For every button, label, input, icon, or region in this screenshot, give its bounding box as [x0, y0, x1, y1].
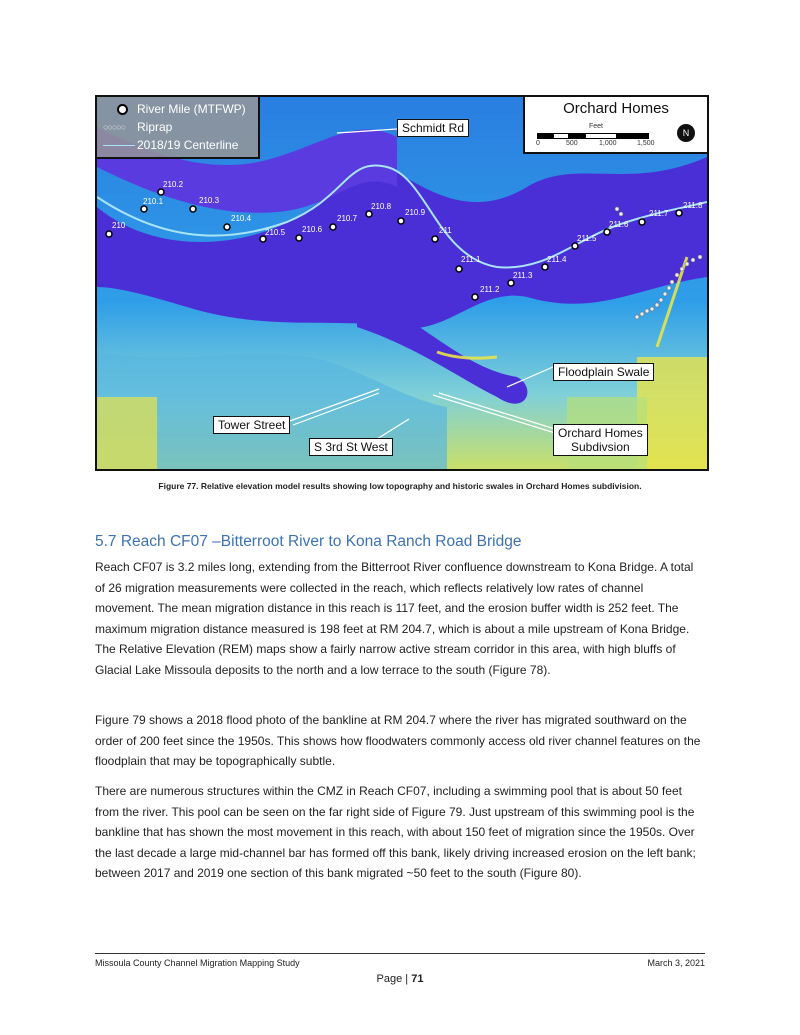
- river-mile-label: 211: [439, 226, 452, 235]
- north-arrow-icon: N: [677, 124, 695, 142]
- rem-map: [95, 95, 709, 471]
- legend-riprap: Riprap: [137, 120, 173, 134]
- paragraph-1: Reach CF07 is 3.2 miles long, extending from the Bitterroot River confluence downstream to Kona Bridge. A total of 26 migration measurements were collected in the reach, which reflects relatively low rates of channel movement. The mean migration distance in this reach is 117 feet, and the erosion buffer width is 252 feet. The maximum migration distance measured is 198 feet at RM 204.7, which is about a mile upstream of Kona Bridge. The Relative Elevation (REM) maps show a fairly narrow active stream corridor in this area, with high bluffs of Glacial Lake Missoula deposits to the north and a low terrace to the south (Figure 78).: [95, 560, 694, 677]
- high-terrace-west: [97, 397, 157, 469]
- river-mile-label: 211.7: [649, 209, 669, 218]
- river-mile-label: 210.8: [371, 202, 392, 211]
- scale-tick: 500: [566, 140, 578, 147]
- river-mile-label: 210.4: [231, 214, 252, 223]
- legend-river-mile: River Mile (MTFWP): [137, 102, 246, 116]
- footer-title: Missoula County Channel Migration Mapping Study: [95, 958, 300, 968]
- river-mile-label: 210.3: [199, 196, 220, 205]
- label-tower-street: Tower Street: [213, 416, 290, 434]
- river-mile-label: 210: [112, 221, 126, 230]
- label-schmidt-rd: Schmidt Rd: [397, 119, 469, 137]
- footer-date: March 3, 2021: [647, 958, 705, 968]
- river-mile-label: 210.1: [143, 197, 164, 206]
- label-floodplain-swale: Floodplain Swale: [553, 363, 654, 381]
- river-mile-label: 211.6: [609, 220, 629, 229]
- riprap-symbol: ○○○○○: [103, 122, 126, 132]
- river-mile-label: 211.8: [683, 201, 703, 210]
- river-mile-label: 211.2: [480, 285, 500, 294]
- scale-tick: 1,500: [637, 140, 655, 147]
- map-title: Orchard Homes: [563, 100, 669, 117]
- section-heading: 5.7 Reach CF07 –Bitterroot River to Kona Ranch Road Bridge: [95, 533, 522, 550]
- footer-divider: [95, 953, 705, 954]
- scale-tick: 1,000: [599, 140, 617, 147]
- river-mile-label: 210.5: [265, 228, 286, 237]
- paragraph-3: There are numerous structures within the CMZ in Reach CF07, including a swimming pool that is about 50 feet from the river. This pool can be seen on the far right side of Figure 79. Just upstream of this swimming pool is the bankline that has shown the most movement in this reach, with about 150 feet of migration since the 1950s. Over the last decade a large mid-channel bar has formed off this bank, likely driving increased erosion on the left bank; between 2017 and 2019 one section of this bank migrated ~50 feet to the south (Figure 80).: [95, 784, 696, 881]
- river-mile-label: 210.7: [337, 214, 358, 223]
- river-mile-label: 211.5: [577, 234, 597, 243]
- river-mile-label: 211.3: [513, 271, 533, 280]
- map-title-box: [523, 97, 707, 154]
- legend-centerline: 2018/19 Centerline: [137, 138, 239, 152]
- river-mile-label: 211.4: [547, 255, 567, 264]
- scale-tick: 0: [536, 140, 540, 147]
- paragraph-2: Figure 79 shows a 2018 flood photo of the bankline at RM 204.7 where the river has migrated southward on the order of 200 feet since the 1950s. This shows how floodwaters commonly access old river channel features on the floodplain that may be topographically subtle.: [95, 713, 701, 769]
- river-mile-label: 211.1: [461, 255, 481, 264]
- label-orchard-homes-subdivision: Orchard Homes Subdivsion: [553, 424, 648, 456]
- map-legend: [97, 97, 260, 159]
- figure-caption: Figure 77. Relative elevation model results showing low topography and historic swales in Orchard Homes subdivision.: [158, 481, 642, 491]
- river-mile-label: 210.6: [302, 225, 323, 234]
- scale-bar: [537, 123, 667, 147]
- river-mile-label: 210.9: [405, 208, 426, 217]
- river-mile-label: 210.2: [163, 180, 184, 189]
- page-number: Page | 71: [376, 973, 424, 985]
- centerline-symbol: [103, 139, 137, 151]
- scale-unit: Feet: [589, 123, 604, 130]
- label-s-3rd-st-west: S 3rd St West: [309, 438, 393, 456]
- river-mile-symbol: [103, 103, 137, 115]
